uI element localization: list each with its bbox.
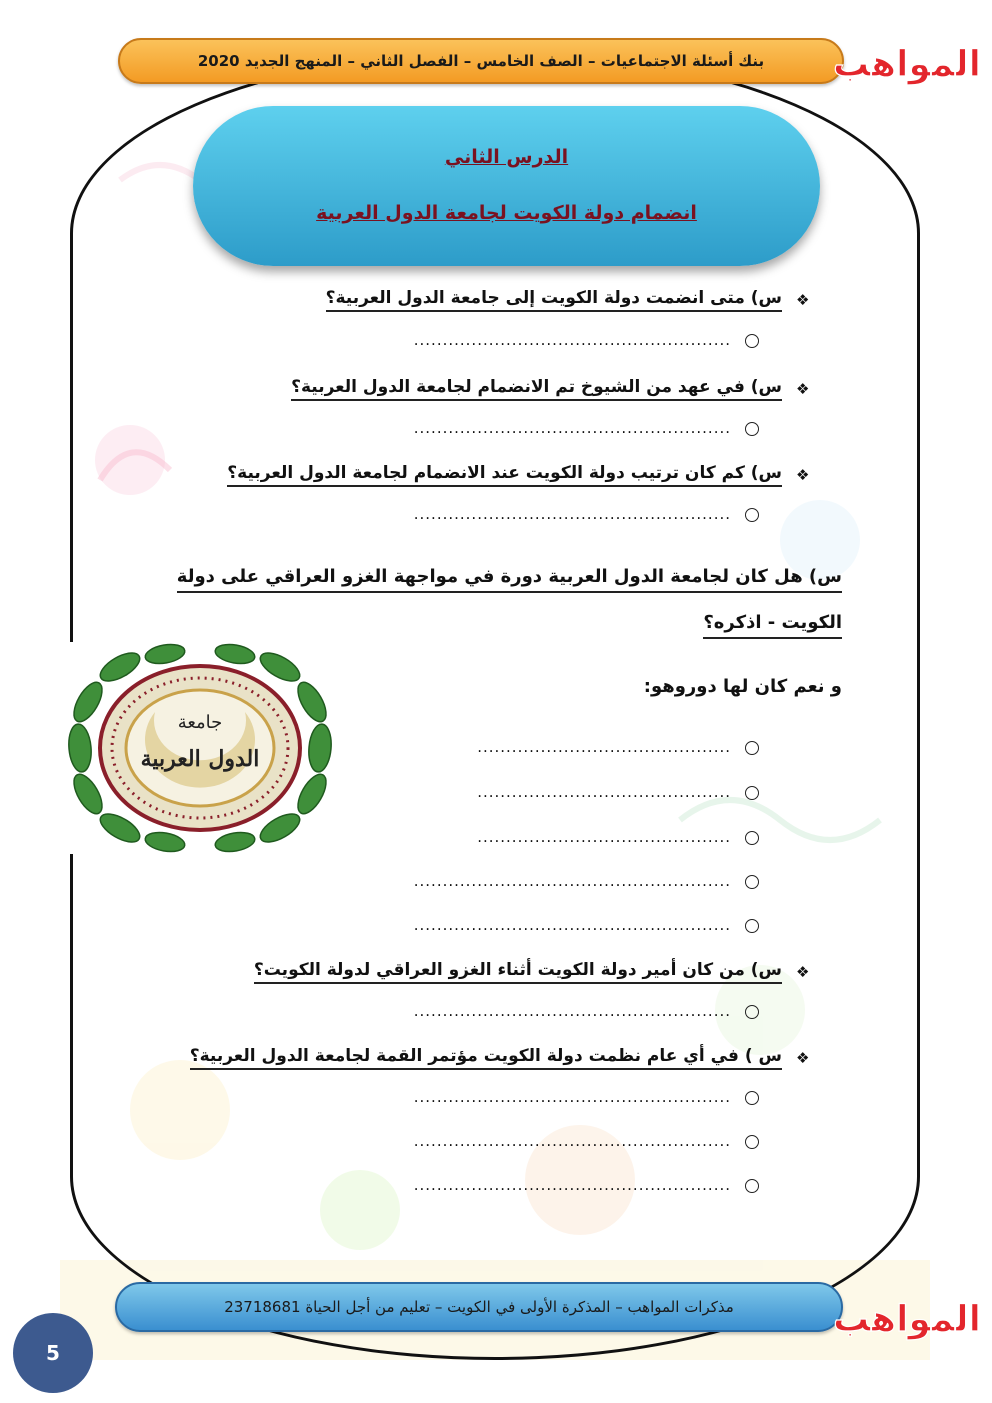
page-number-badge (13, 1313, 93, 1393)
answer-line[interactable]: ....................................................... (414, 419, 759, 437)
footer-text: مذكرات المواهب – المذكرة الأولى في الكويت – تعليم من أجل الحياة 23718681 (224, 1298, 734, 1316)
circle-icon (745, 1005, 759, 1019)
circle-icon (745, 508, 759, 522)
header-text: بنك أسئلة الاجتماعيات – الصف الخامس – الفصل الثاني – المنهج الجديد 2020 (197, 52, 765, 70)
footer-banner (115, 1282, 843, 1332)
bullet-icon: ❖ (796, 291, 810, 309)
circle-icon (745, 1091, 759, 1105)
question-1: س) متى انضمت دولة الكويت إلى جامعة الدول العربية؟ (326, 288, 782, 312)
answer-line[interactable]: ....................................................... (414, 1176, 759, 1194)
answer-line[interactable]: ....................................................... (414, 1002, 759, 1020)
brand-logo-text: المواهب (833, 1299, 981, 1340)
lesson-title-box (193, 106, 820, 266)
answer-line[interactable]: ....................................................... (414, 916, 759, 934)
brand-logo-text: المواهب (833, 44, 981, 85)
question-4: س) من كان أمير دولة الكويت أثناء الغزو العراقي لدولة الكويت؟ (254, 960, 782, 984)
bullet-icon: ❖ (796, 466, 810, 484)
bullet-icon: ❖ (796, 380, 810, 398)
header-banner (118, 38, 844, 84)
emblem-text-top: جامعة (177, 712, 223, 733)
answer-line[interactable]: ....................................................... (414, 1088, 759, 1106)
question-5: س ) في أي عام نظمت دولة الكويت مؤتمر القمة لجامعة الدول العربية؟ (190, 1046, 782, 1070)
answer-line[interactable]: ....................................................... (414, 1132, 759, 1150)
circle-icon (745, 875, 759, 889)
circle-icon (745, 1135, 759, 1149)
brand-logo-bottom (833, 1285, 981, 1347)
lesson-title: انضمام دولة الكويت لجامعة الدول العربية (316, 202, 697, 224)
answer-line[interactable]: ............................................ (477, 783, 759, 801)
circle-icon (745, 786, 759, 800)
circle-icon (745, 741, 759, 755)
arab-league-emblem (60, 642, 340, 854)
brand-logo-top (833, 30, 981, 92)
circle-icon (745, 1179, 759, 1193)
bullet-icon: ❖ (796, 1049, 810, 1067)
answer-line[interactable]: ....................................................... (414, 505, 759, 523)
role-answer-intro: و نعم كان لها دوروهو: (643, 676, 842, 697)
circle-icon (745, 831, 759, 845)
bullet-icon: ❖ (796, 963, 810, 981)
circle-icon (745, 919, 759, 933)
circle-icon (745, 334, 759, 348)
role-question-line1: س) هل كان لجامعة الدول العربية دورة في مواجهة الغزو العراقي على دولة (177, 566, 842, 593)
lesson-number: الدرس الثاني (444, 146, 569, 168)
answer-line[interactable]: ............................................ (477, 738, 759, 756)
page-number: 5 (46, 1341, 60, 1365)
question-2: س) في عهد من الشيوخ تم الانضمام لجامعة الدول العربية؟ (291, 377, 782, 401)
answer-line[interactable]: ............................................ (477, 828, 759, 846)
answer-line[interactable]: ....................................................... (414, 331, 759, 349)
emblem-text-bottom: الدول العربية (140, 746, 260, 772)
circle-icon (745, 422, 759, 436)
role-question-line2: الكويت - اذكره؟ (703, 612, 842, 639)
answer-line[interactable]: ....................................................... (414, 872, 759, 890)
question-3: س) كم كان ترتيب دولة الكويت عند الانضمام لجامعة الدول العربية؟ (227, 463, 782, 487)
